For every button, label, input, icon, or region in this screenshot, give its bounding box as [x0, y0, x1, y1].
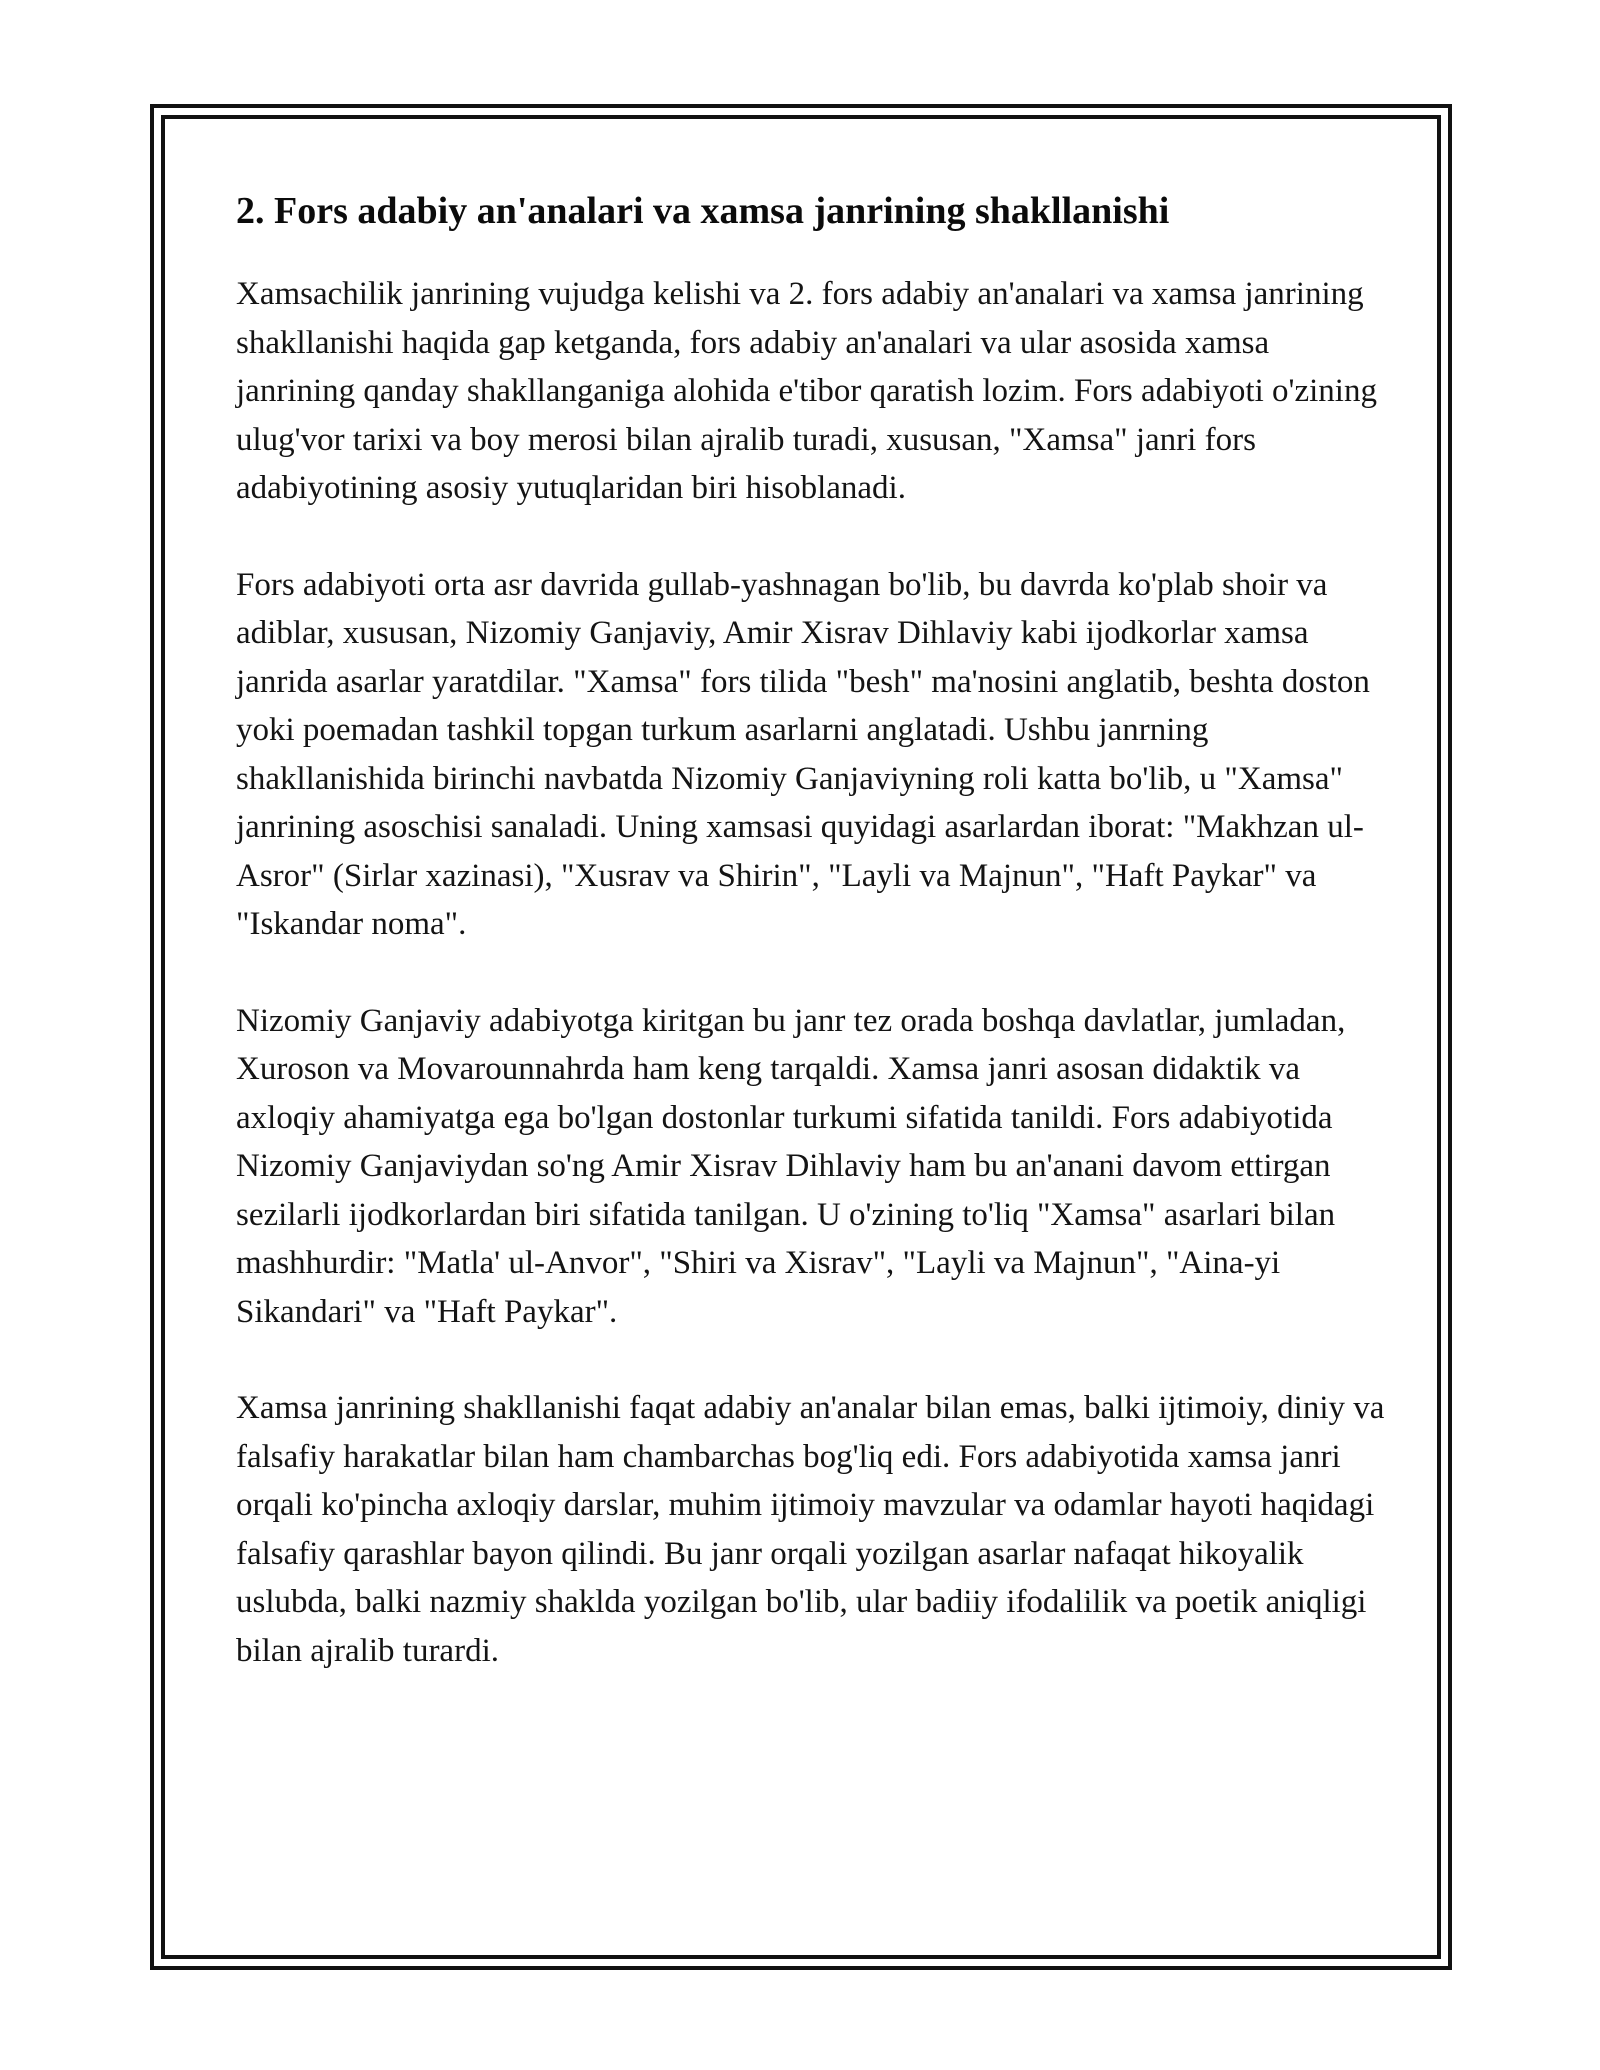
paragraph-1: Xamsachilik janrining vujudga kelishi va 2. fors adabiy an'analari va xamsa janrining shakllanishi haqida gap ketganda, fors adabiy an'analari va ular asosida xamsa janrining qanday shakllanganiga alohida e'tibor qaratish lozim. Fors adabiyoti o'zining ulug'vor tarixi va boy merosi bilan ajralib turadi, xususan, "Xamsa" janri fors adabiyotining asosiy yutuqlaridan biri hisoblanadi.	[236, 276, 1377, 506]
section-heading: 2. Fors adabiy an'analari va xamsa janrining shakllanishi	[236, 190, 1170, 232]
paragraph-4: Xamsa janrining shakllanishi faqat adabiy an'analar bilan emas, balki ijtimoiy, diniy va falsafiy harakatlar bilan ham chambarchas bog'liq edi. Fors adabiyotida xamsa janri orqali ko'pincha axloqiy darslar, muhim ijtimoiy mavzular va odamlar hayoti haqidagi falsafiy qarashlar bayon qilindi. Bu janr orqali yozilgan asarlar nafaqat hikoyalik uslubda, balki nazmiy shaklda yozilgan bo'lib, ular badiiy ifodalilik va poetik aniqligi bilan ajralib turardi.	[236, 1390, 1385, 1669]
paragraph-2: Fors adabiyoti orta asr davrida gullab-yashnagan bo'lib, bu davrda ko'plab shoir va adiblar, xususan, Nizomiy Ganjaviy, Amir Xisrav Dihlaviy kabi ijodkorlar xamsa janrida asarlar yaratdilar. "Xamsa" fors tilida "besh" ma'nosini anglatib, beshta doston yoki poemadan tashkil topgan turkum asarlarni anglatadi. Ushbu janrning shakllanishida birinchi navbatda Nizomiy Ganjaviyning roli katta bo'lib, u "Xamsa" janrining asoschisi sanaladi. Uning xamsasi quyidagi asarlardan iborat: "Makhzan ul-Asror" (Sirlar xazinasi), "Xusrav va Shirin", "Layli va Majnun", "Haft Paykar" va "Iskandar noma".	[236, 566, 1370, 942]
document-content	[236, 186, 1386, 1723]
paragraph-3: Nizomiy Ganjaviy adabiyotga kiritgan bu janr tez orada boshqa davlatlar, jumladan, Xuroson va Movarounnahrda ham keng tarqaldi. Xamsa janri asosan didaktik va axloqiy ahamiyatga ega bo'lgan dostonlar turkumi sifatida tanildi. Fors adabiyotida Nizomiy Ganjaviydan so'ng Amir Xisrav Dihlaviy ham bu an'anani davom ettirgan sezilarli ijodkorlardan biri sifatida tanilgan. U o'zining to'liq "Xamsa" asarlari bilan mashhurdir: "Matla' ul-Anvor", "Shiri va Xisrav", "Layli va Majnun", "Aina-yi Sikandari" va "Haft Paykar".	[236, 1002, 1346, 1330]
